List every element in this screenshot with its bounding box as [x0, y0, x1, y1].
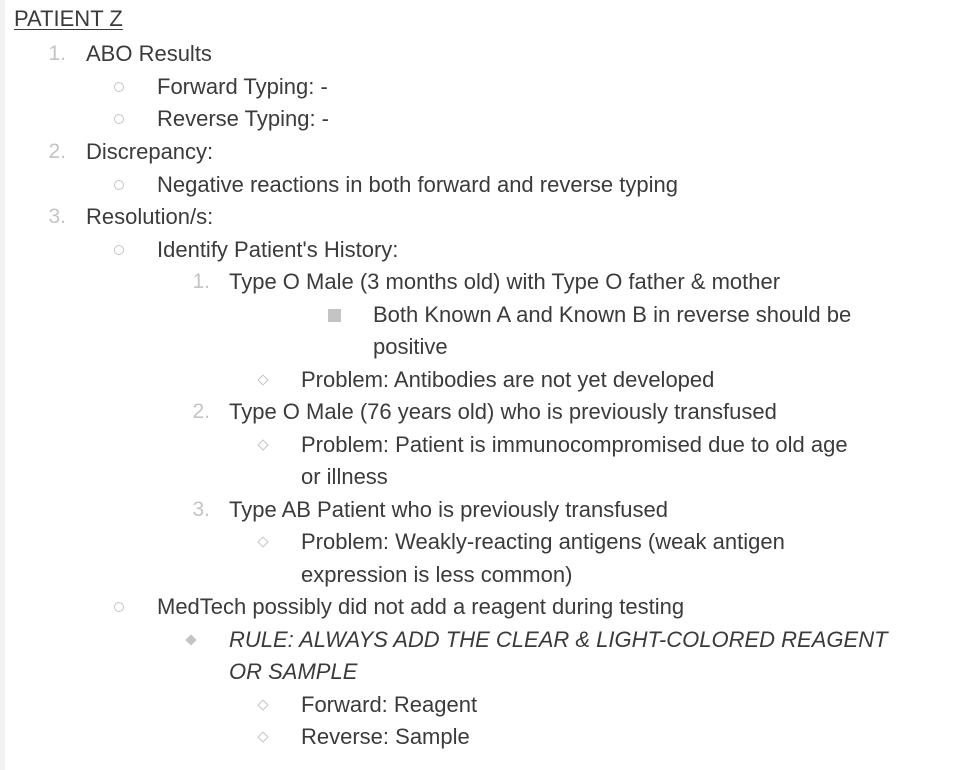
- list-number: 2.: [192, 400, 210, 423]
- hollow-circle-bullet-icon: [112, 234, 126, 267]
- filled-diamond-bullet-icon: [184, 624, 198, 657]
- hollow-diamond-bullet-icon: [256, 429, 270, 462]
- case-problem: Problem: Weakly-reacting antigens (weak antigen: [301, 529, 785, 554]
- filled-square-bullet-icon: [327, 299, 341, 332]
- list-number: 1.: [192, 270, 210, 293]
- hollow-circle-bullet-icon: [112, 103, 126, 136]
- discrepancy-heading: Discrepancy:: [86, 139, 214, 164]
- forward-typing-item: Forward Typing: -: [157, 74, 328, 99]
- hollow-diamond-bullet-icon: [256, 364, 270, 397]
- page-title: PATIENT Z: [14, 6, 123, 31]
- hollow-diamond-bullet-icon: [256, 689, 270, 722]
- case-item: Type AB Patient who is previously transfused: [229, 497, 669, 522]
- reverse-typing-item: Reverse Typing: -: [157, 106, 330, 131]
- left-edge: [0, 0, 5, 770]
- rule-text: RULE: ALWAYS ADD THE CLEAR & LIGHT-COLORED REAGENT: [229, 627, 888, 652]
- case-item: Type O Male (76 years old) who is previously transfused: [229, 399, 777, 424]
- hollow-circle-bullet-icon: [112, 71, 126, 104]
- case-note: Both Known A and Known B in reverse should be: [373, 302, 852, 327]
- case-item: Type O Male (3 months old) with Type O father & mother: [229, 269, 781, 294]
- hollow-diamond-bullet-icon: [256, 721, 270, 754]
- case-problem-continued: or illness: [301, 464, 388, 489]
- hollow-circle-bullet-icon: [112, 169, 126, 202]
- reverse-rule-item: Reverse: Sample: [301, 724, 470, 749]
- forward-rule-item: Forward: Reagent: [301, 692, 478, 717]
- case-note-continued: positive: [373, 334, 448, 359]
- case-problem-continued: expression is less common): [301, 562, 573, 587]
- list-number: 3.: [48, 205, 66, 228]
- case-problem: Problem: Antibodies are not yet developed: [301, 367, 715, 392]
- medtech-item: MedTech possibly did not add a reagent during testing: [157, 594, 685, 619]
- hollow-circle-bullet-icon: [112, 591, 126, 624]
- resolution-heading: Resolution/s:: [86, 204, 214, 229]
- patient-history-heading: Identify Patient's History:: [157, 237, 399, 262]
- list-number: 2.: [48, 140, 66, 163]
- discrepancy-detail: Negative reactions in both forward and reverse typing: [157, 172, 678, 197]
- case-problem: Problem: Patient is immunocompromised due to old age: [301, 432, 848, 457]
- abo-results-heading: ABO Results: [86, 41, 212, 66]
- list-number: 1.: [48, 42, 66, 65]
- hollow-diamond-bullet-icon: [256, 526, 270, 559]
- rule-text-continued: OR SAMPLE: [229, 659, 358, 684]
- list-number: 3.: [192, 498, 210, 521]
